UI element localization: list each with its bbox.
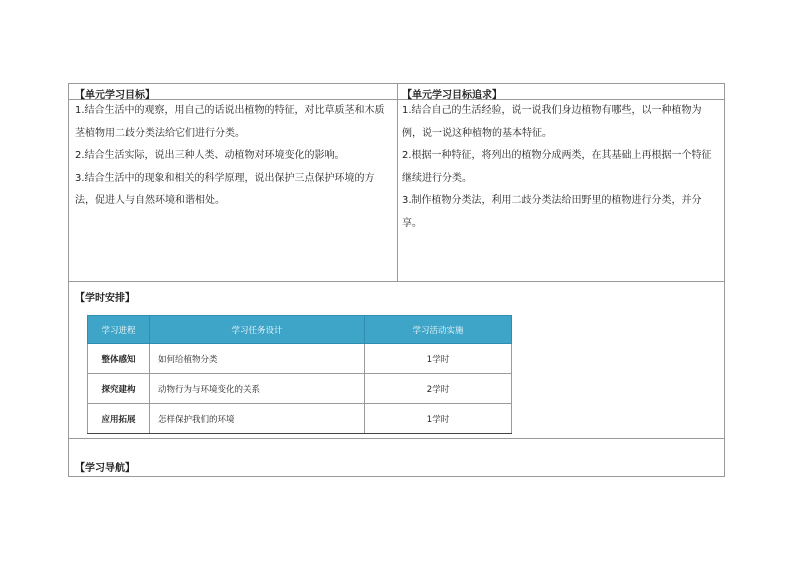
pursuit-list	[402, 100, 720, 235]
table-row	[88, 404, 512, 434]
table-row	[88, 344, 512, 374]
schedule-heading: 【学时安排】	[75, 293, 135, 304]
hours-cell: 1学时	[365, 344, 512, 374]
lesson-table	[68, 83, 725, 477]
goal-item: 2.结合生活实际，说出三种人类、动植物对环境变化的影响。	[75, 150, 345, 161]
task-cell: 怎样保护我们的环境	[150, 404, 365, 434]
divider	[69, 281, 724, 282]
goals-heading: 【单元学习目标】	[75, 90, 155, 101]
task-cell: 动物行为与环境变化的关系	[150, 374, 365, 404]
table-row	[88, 374, 512, 404]
stage-cell: 应用拓展	[88, 404, 150, 434]
hours-cell: 2学时	[365, 374, 512, 404]
pursuit-heading: 【单元学习目标追求】	[402, 90, 502, 101]
column-header: 学习活动实施	[365, 316, 512, 344]
column-header: 学习进程	[88, 316, 150, 344]
hours-cell: 1学时	[365, 404, 512, 434]
column-header: 学习任务设计	[150, 316, 365, 344]
task-cell: 如何给植物分类	[150, 344, 365, 374]
goals-list	[75, 100, 385, 213]
pursuit-item: 3.制作植物分类法，利用二歧分类法给田野里的植物进行分类，并分享。	[402, 195, 702, 229]
stage-cell: 整体感知	[88, 344, 150, 374]
column-divider	[397, 84, 398, 281]
goal-item: 3.结合生活中的现象和相关的科学原理，说出保护三点保护环境的方法，促进人与自然环境和谐相处。	[75, 172, 375, 206]
stage-cell: 探究建构	[88, 374, 150, 404]
pursuit-item: 2.根据一种特征，将列出的植物分成两类，在其基础上再根据一个特征继续进行分类。	[402, 150, 712, 184]
pursuit-item: 1.结合自己的生活经验，说一说我们身边植物有哪些，以一种植物为例，说一说这种植物的基本特征。	[402, 105, 702, 139]
schedule-table	[87, 315, 512, 434]
divider	[69, 438, 724, 439]
schedule-header-row	[88, 316, 512, 344]
guide-heading: 【学习导航】	[75, 463, 135, 474]
goal-item: 1.结合生活中的观察，用自己的话说出植物的特征，对比草质茎和木质茎植物用二歧分类法给它们进行分类。	[75, 105, 385, 139]
